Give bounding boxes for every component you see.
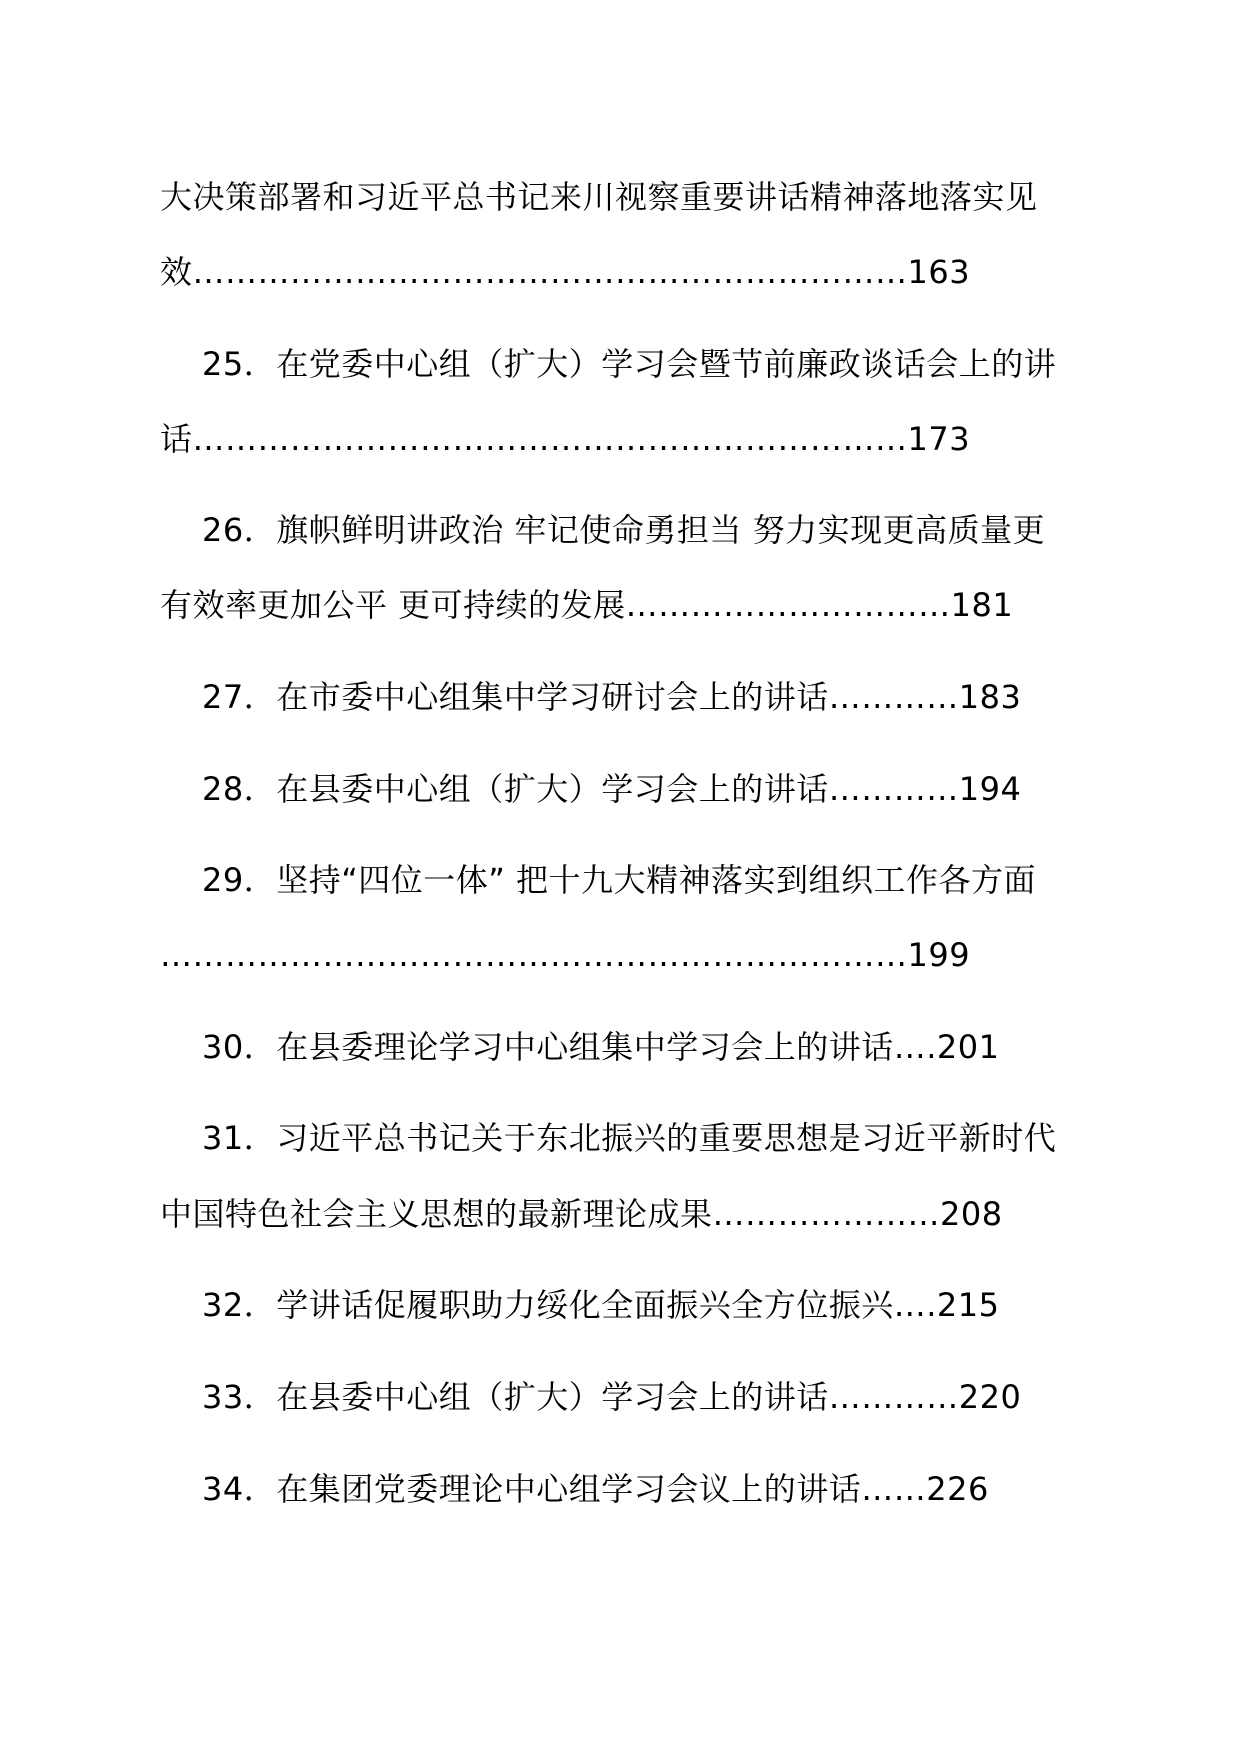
toc-entry-text-with-page: 33．在县委中心组（扩大）学习会上的讲话…………220 [202, 1378, 1022, 1416]
toc-entry-text-with-page: 27．在市委中心组集中学习研讨会上的讲话…………183 [202, 678, 1022, 716]
toc-entry-text: 26．旗帜鲜明讲政治 牢记使命勇担当 努力实现更高质量更 [202, 511, 1046, 549]
toc-entry-text: 29．坚持“四位一体” 把十九大精神落实到组织工作各方面 [202, 861, 1037, 899]
toc-entry-text: 25．在党委中心组（扩大）学习会暨节前廉政谈话会上的讲 [202, 345, 1057, 383]
toc-entry-text-with-page: 28．在县委中心组（扩大）学习会上的讲话…………194 [202, 770, 1022, 808]
toc-entry-text-with-page: 话…………………………………………………………173 [160, 420, 971, 458]
toc-entry-text-with-page: 有效率更加公平 更可持续的发展…………………………181 [160, 586, 1014, 624]
toc-entry-text-with-page: 34．在集团党委理论中心组学习会议上的讲话……226 [202, 1470, 989, 1508]
toc-entry-text-with-page: ……………………………………………………………199 [160, 936, 971, 974]
toc-entry-text-with-page: 效…………………………………………………………163 [160, 253, 971, 291]
toc-entry-text: 31．习近平总书记关于东北振兴的重要思想是习近平新时代 [202, 1119, 1057, 1157]
toc-entry-text-with-page: 中国特色社会主义思想的最新理论成果…………………208 [160, 1195, 1003, 1233]
toc-entry-text: 大决策部署和习近平总书记来川视察重要讲话精神落地落实见 [160, 178, 1038, 216]
toc-entry-text-with-page: 32．学讲话促履职助力绥化全面振兴全方位振兴….215 [202, 1286, 1000, 1324]
toc-entry-text-with-page: 30．在县委理论学习中心组集中学习会上的讲话….201 [202, 1028, 1000, 1066]
